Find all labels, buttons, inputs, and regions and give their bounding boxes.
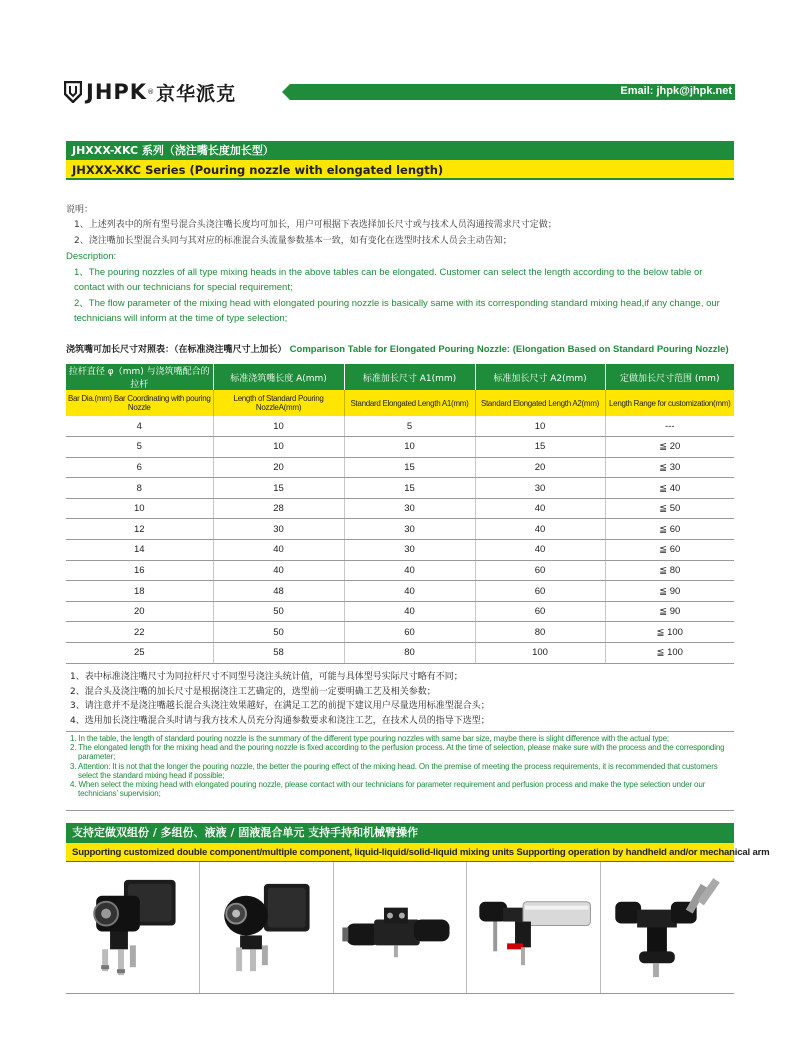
- table-cell: 48: [213, 581, 344, 602]
- table-cell: ≦ 20: [605, 437, 734, 458]
- table-cell: 15: [213, 478, 344, 499]
- registered-mark: ®: [147, 88, 155, 96]
- column-header: 标准浇筑嘴长度 A(mm): [213, 364, 344, 390]
- table-cell: 100: [475, 643, 605, 664]
- brand-name: JHPK: [86, 80, 148, 104]
- custom-title-cn: 支持定做双组份 / 多组份、液液 / 固液混合单元 支持手持和机械臂操作: [66, 823, 734, 843]
- table-cell: ≦ 40: [605, 478, 734, 499]
- column-header: 定做加长尺寸范围 (mm): [605, 364, 734, 390]
- table-cell: 15: [344, 457, 475, 478]
- table-cell: 60: [475, 581, 605, 602]
- table-row: [66, 643, 734, 664]
- table-row: [66, 457, 734, 478]
- notes-en: [70, 734, 732, 798]
- table-row: [66, 540, 734, 561]
- table-cell: 40: [475, 540, 605, 561]
- column-header: 标准加长尺寸 A2(mm): [475, 364, 605, 390]
- custom-title-en: Supporting customized double component/multiple component, liquid-liquid/solid-liquid mixing units Supporting operation by handheld and/or mechanical arm: [66, 843, 734, 862]
- description-en-item: 2、The flow parameter of the mixing head with elongated pouring nozzle is basically same with its corresponding standard mixing head,if any change, our technicians will inform at the time of type selection;: [74, 298, 720, 324]
- table-cell: ---: [605, 416, 734, 437]
- column-header: Length Range for customization(mm): [605, 390, 734, 416]
- column-header: Bar Dia.(mm) Bar Coordinating with pouring Nozzle: [66, 390, 213, 416]
- note-cn-item: 1、表中标准浇注嘴尺寸为同拉杆尺寸不同型号浇注头统计值，可能与具体型号实际尺寸略有不同；: [70, 672, 463, 682]
- note-en-item: 3. Attention: It is not that the longer the pouring nozzle, the better the pouring effect of the mixing head. On the premise of meeting the process requirements, it is recommended that customers select the standard mixing head if possible;: [70, 761, 718, 780]
- table-cell: 40: [213, 560, 344, 581]
- table-cell: 6: [66, 457, 213, 478]
- table-cell: 40: [475, 519, 605, 540]
- table-cell: 10: [475, 416, 605, 437]
- table-cell: 80: [475, 622, 605, 643]
- table-cell: 40: [344, 560, 475, 581]
- table-row: [66, 601, 734, 622]
- series-title-cn: JHXXX-XKC 系列（浇注嘴长度加长型）: [66, 141, 734, 160]
- nozzle-length-table: [66, 364, 734, 664]
- table-cell: ≦ 60: [605, 540, 734, 561]
- table-cell: 20: [66, 601, 213, 622]
- table-cell: 4: [66, 416, 213, 437]
- table-header-en: [66, 390, 734, 416]
- table-cell: 5: [66, 437, 213, 458]
- description-en-item: 1、The pouring nozzles of all type mixing heads in the above tables can be elongated. Customer can select the length according to the below table or contact with our technicians for special requirement;: [74, 267, 703, 293]
- table-cell: ≦ 80: [605, 560, 734, 581]
- table-header-cn: [66, 364, 734, 390]
- product-image: [334, 862, 468, 993]
- table-cell: ≦ 30: [605, 457, 734, 478]
- table-cell: ≦ 100: [605, 622, 734, 643]
- product-image: [467, 862, 601, 993]
- table-row: [66, 622, 734, 643]
- table-cell: 10: [66, 498, 213, 519]
- table-row: [66, 519, 734, 540]
- product-gallery: [66, 862, 734, 994]
- column-header: Standard Elongated Length A2(mm): [475, 390, 605, 416]
- table-cell: 8: [66, 478, 213, 499]
- series-title-en: JHXXX-XKC Series (Pouring nozzle with elongated length): [66, 160, 734, 180]
- product-image: [200, 862, 334, 993]
- table-cell: 30: [344, 540, 475, 561]
- table-cell: ≦ 100: [605, 643, 734, 664]
- table-cell: 30: [344, 498, 475, 519]
- table-cell: 20: [475, 457, 605, 478]
- note-cn-item: 2、混合头及浇注嘴的加长尺寸是根据浇注工艺确定的，选型前一定要明确工艺及相关参数；: [70, 686, 436, 697]
- mixing-unit-image: [601, 862, 734, 993]
- table-cell: 10: [213, 437, 344, 458]
- table-cell: 15: [344, 478, 475, 499]
- table-cell: 40: [213, 540, 344, 561]
- table-cell: 58: [213, 643, 344, 664]
- note-en-item: 2. The elongated length for the mixing head and the pouring nozzle is fixed according to the perfusion process. At the time of selection, please make sure with the process and the corresponding parameter;: [70, 743, 725, 762]
- table-row: [66, 437, 734, 458]
- table-cell: 10: [344, 437, 475, 458]
- product-image: [66, 862, 200, 993]
- table-cell: 15: [475, 437, 605, 458]
- table-cell: 25: [66, 643, 213, 664]
- table-row: [66, 416, 734, 437]
- brand-name-cn: 京华派克: [156, 82, 237, 105]
- description-cn-item: 1、上述列表中的所有型号混合头浇注嘴长度均可加长，用户可根据下表选择加长尺寸或与技术人员沟通按需求尺寸定做；: [74, 220, 557, 230]
- table-cell: 40: [475, 498, 605, 519]
- table-cell: 60: [475, 601, 605, 622]
- table-title-cn: 浇筑嘴可加长尺寸对照表：（在标准浇注嘴尺寸上加长）: [66, 345, 287, 355]
- contact-email[interactable]: Email: jhpk@jhpk.net: [620, 85, 732, 97]
- mixing-unit-image: [334, 862, 467, 993]
- column-header: Standard Elongated Length A1(mm): [344, 390, 475, 416]
- mixing-head-image: [66, 862, 199, 993]
- table-cell: 28: [213, 498, 344, 519]
- table-cell: 12: [66, 519, 213, 540]
- table-cell: 30: [475, 478, 605, 499]
- note-en-item: 4. When select the mixing head with elongated pouring nozzle, please contact with our technicians for parameter requirement and perfusion process and make the type selection under our technicians’ supervision;: [70, 780, 706, 799]
- table-cell: 20: [213, 457, 344, 478]
- column-header: 拉杆直径 φ（mm) 与浇筑嘴配合的拉杆: [66, 364, 213, 390]
- mixing-head-image: [200, 862, 333, 993]
- table-cell: 60: [344, 622, 475, 643]
- table-cell: 30: [213, 519, 344, 540]
- table-title: [66, 342, 729, 355]
- mixing-unit-image: [467, 862, 600, 993]
- table-cell: 10: [213, 416, 344, 437]
- table-cell: ≦ 90: [605, 601, 734, 622]
- table-cell: 40: [344, 581, 475, 602]
- table-row: [66, 498, 734, 519]
- shield-logo-icon: [64, 81, 82, 103]
- table-cell: 30: [344, 519, 475, 540]
- column-header: 标准加长尺寸 A1(mm): [344, 364, 475, 390]
- table-cell: ≦ 50: [605, 498, 734, 519]
- table-cell: ≦ 60: [605, 519, 734, 540]
- table-row: [66, 581, 734, 602]
- table-cell: 14: [66, 540, 213, 561]
- product-image: [601, 862, 734, 993]
- description-cn-item: 2、浇注嘴加长型混合头同与其对应的标准混合头流量参数基本一致，如有变化在选型时技术人员会主动告知；: [74, 236, 512, 246]
- description-label-cn: 说明：: [66, 205, 94, 215]
- table-cell: 50: [213, 622, 344, 643]
- table-row: [66, 478, 734, 499]
- table-cell: 22: [66, 622, 213, 643]
- column-header: Length of Standard Pouring NozzleA(mm): [213, 390, 344, 416]
- table-cell: 18: [66, 581, 213, 602]
- table-row: [66, 560, 734, 581]
- description-label-en: Description:: [66, 251, 117, 262]
- table-cell: 80: [344, 643, 475, 664]
- table-cell: ≦ 90: [605, 581, 734, 602]
- table-cell: 5: [344, 416, 475, 437]
- brand-logo: [64, 80, 236, 104]
- table-cell: 50: [213, 601, 344, 622]
- table-cell: 60: [475, 560, 605, 581]
- notes-cn: [70, 670, 730, 728]
- table-title-en: Comparison Table for Elongated Pouring Nozzle: (Elongation Based on Standard Pouring Nozzle): [289, 344, 729, 355]
- note-en-item: 1. In the table, the length of standard pouring nozzle is the summary of the different type pouring nozzles with same bar size, maybe there is slight difference with the actual type;: [70, 734, 669, 743]
- table-cell: 40: [344, 601, 475, 622]
- note-cn-item: 3、请注意并不是浇注嘴越长混合头浇注效果越好，在满足工艺的前提下建议用户尽量选用标准型混合头；: [70, 701, 490, 711]
- table-cell: 16: [66, 560, 213, 581]
- note-cn-item: 4、选用加长浇注嘴混合头时请与我方技术人员充分沟通参数要求和浇注工艺，在技术人员的指导下选型；: [70, 715, 490, 726]
